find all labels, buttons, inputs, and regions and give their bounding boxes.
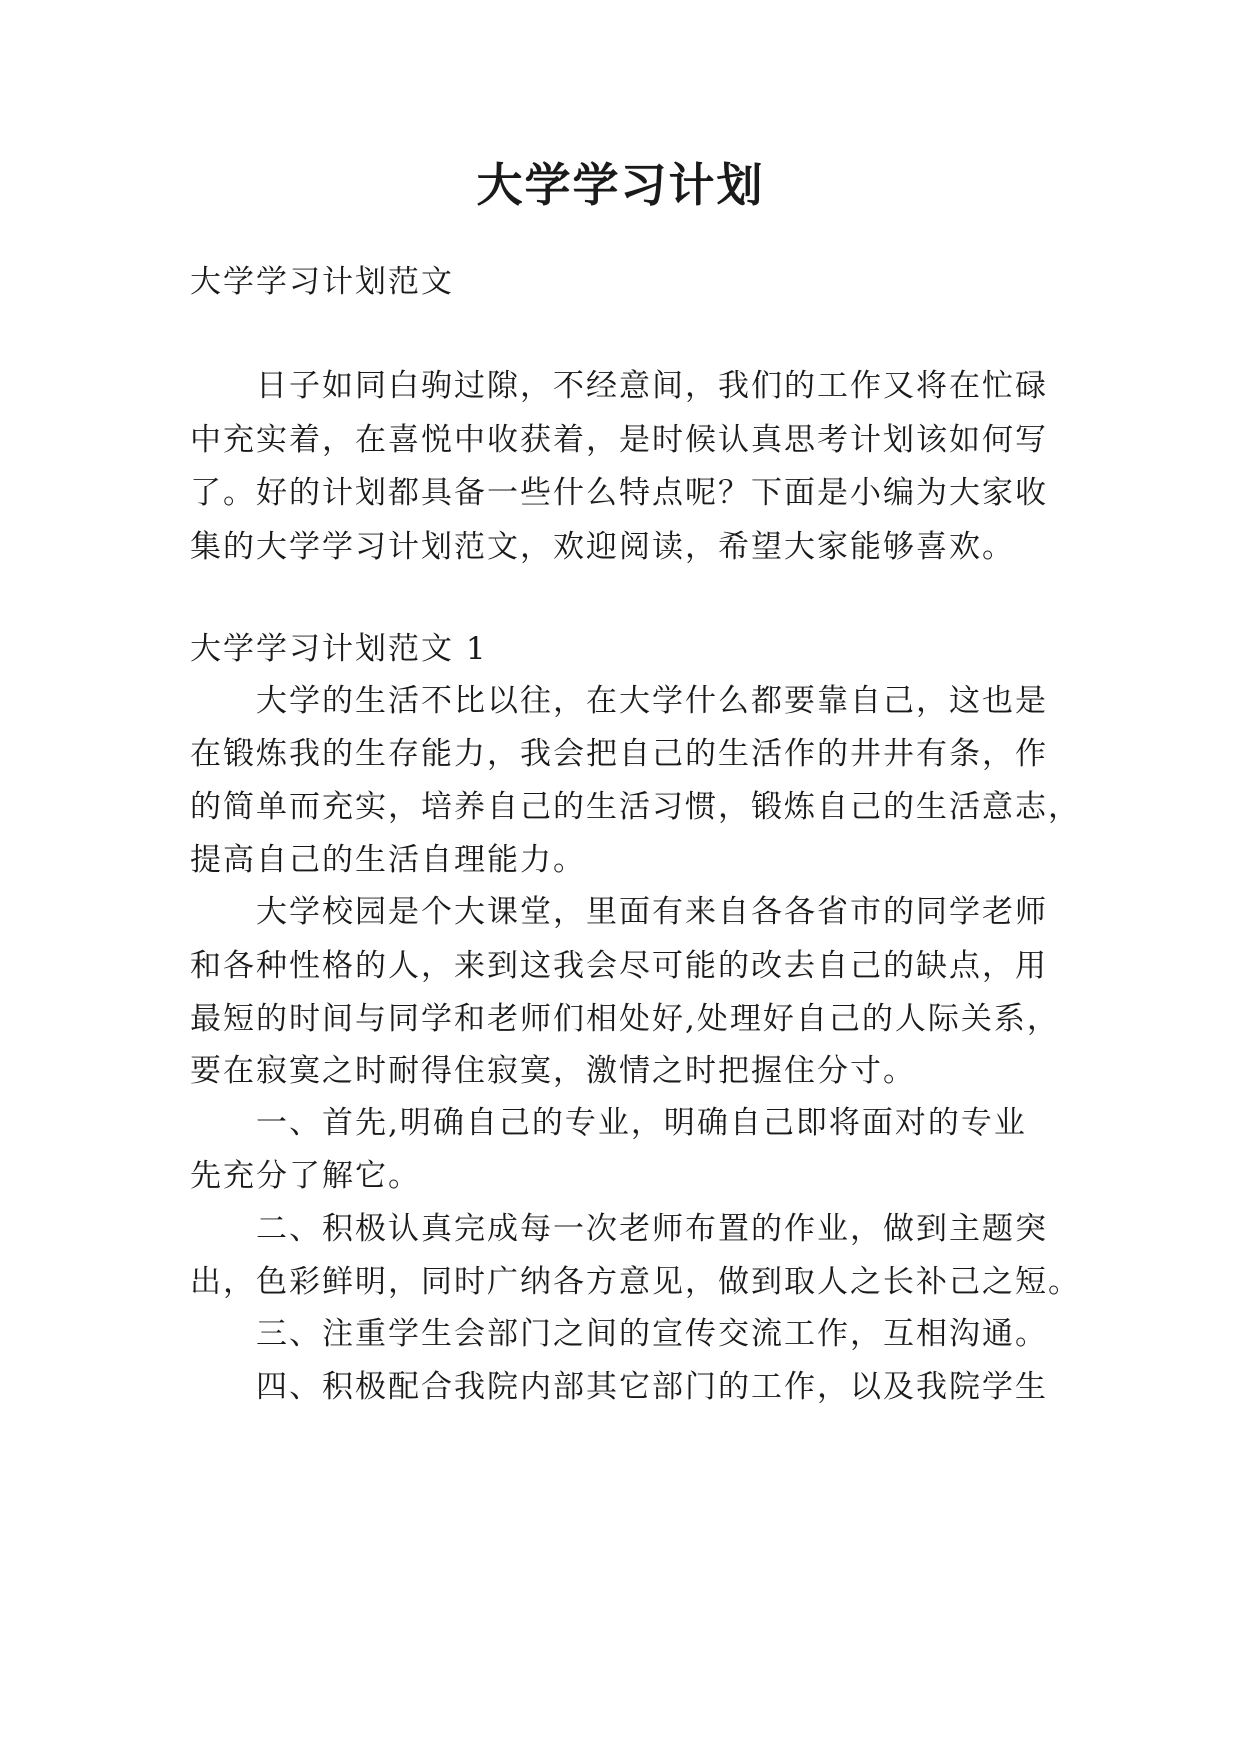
paragraph-2-line-1: 大学校园是个大课堂，里面有来自各各省市的同学老师 <box>256 894 1048 930</box>
document-title: 大学学习计划 <box>476 158 765 212</box>
paragraph-1-line-3: 的简单而充实，培养自己的生活习惯，锻炼自己的生活意志， <box>190 789 1081 825</box>
intro-line-2: 中充实着，在喜悦中收获着，是时候认真思考计划该如何写 <box>190 422 1048 458</box>
intro-line-3: 了。好的计划都具备一些什么特点呢？下面是小编为大家收 <box>190 475 1048 511</box>
list-item-2-line-2: 出，色彩鲜明，同时广纳各方意见，做到取人之长补己之短。 <box>190 1264 1081 1300</box>
paragraph-2-line-2: 和各种性格的人，来到这我会尽可能的改去自己的缺点，用 <box>190 948 1048 984</box>
list-item-4-line-1: 四、积极配合我院内部其它部门的工作，以及我院学生 <box>256 1369 1048 1405</box>
subtitle: 大学学习计划范文 <box>190 264 454 300</box>
paragraph-2-line-3: 最短的时间与同学和老师们相处好,处理好自己的人际关系， <box>190 1001 1060 1037</box>
intro-line-1: 日子如同白驹过隙，不经意间，我们的工作又将在忙碌 <box>256 368 1048 404</box>
list-item-2-line-1: 二、积极认真完成每一次老师布置的作业，做到主题突 <box>256 1211 1048 1247</box>
list-item-3-line-1: 三、注重学生会部门之间的宣传交流工作，互相沟通。 <box>256 1316 1048 1352</box>
paragraph-1-line-2: 在锻炼我的生存能力，我会把自己的生活作的井井有条，作 <box>190 736 1048 772</box>
section-heading-1: 大学学习计划范文 1 <box>190 631 488 667</box>
intro-line-4: 集的大学学习计划范文，欢迎阅读，希望大家能够喜欢。 <box>190 529 1015 565</box>
paragraph-1-line-4: 提高自己的生活自理能力。 <box>190 842 586 878</box>
paragraph-2-line-4: 要在寂寞之时耐得住寂寞，激情之时把握住分寸。 <box>190 1053 916 1089</box>
list-item-1-line-2: 先充分了解它。 <box>190 1158 421 1194</box>
list-item-1-line-1: 一、首先,明确自己的专业，明确自己即将面对的专业 <box>256 1105 1027 1141</box>
paragraph-1-line-1: 大学的生活不比以往，在大学什么都要靠自己，这也是 <box>256 683 1048 719</box>
